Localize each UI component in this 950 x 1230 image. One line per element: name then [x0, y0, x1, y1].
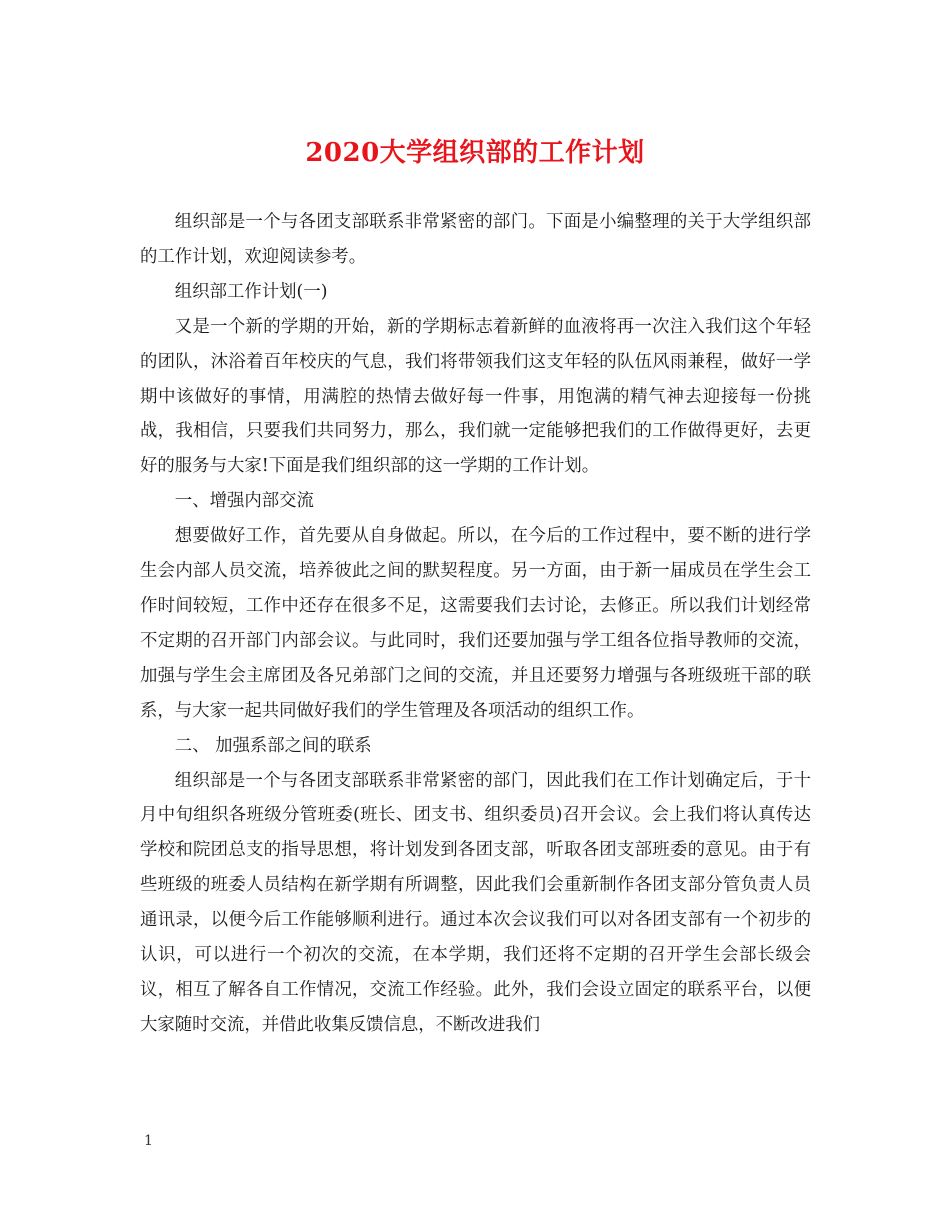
section-heading-department-contact: 二、 加强系部之间的联系 [174, 735, 372, 756]
document-title: 2020大学组织部的工作计划 [305, 138, 645, 168]
document-body [140, 205, 811, 1043]
paragraph-opening: 又是一个新的学期的开始，新的学期标志着新鲜的血液将再一次注入我们这个年轻的团队，沐浴着百年校庆的气息，我们将带领我们这支年轻的队伍风雨兼程，做好一学期中该做好的事情，用满腔的热情去做好每一件事，用饱满的精气神去迎接每一份挑战，我相信，只要我们共同努力，那么，我们就一定能够把我们的工作做得更好，去更好的服务与大家!下面是我们组织部的这一学期的工作计划。 [140, 316, 811, 477]
page-number: 1 [144, 1133, 153, 1149]
section-heading-internal-communication: 一、增强内部交流 [174, 491, 314, 512]
section-heading-plan-one: 组织部工作计划(一) [174, 281, 328, 302]
paragraph-department-contact: 组织部是一个与各团支部联系非常紧密的部门，因此我们在工作计划确定后，于十月中旬组织各班级分管班委(班长、团支书、组织委员)召开会议。会上我们将认真传达学校和院团总支的指导思想，将计划发到各团支部，听取各团支部班委的意见。由于有些班级的班委人员结构在新学期有所调整，因此我们会重新制作各团支部分管负责人员通讯录，以便今后工作能够顺利进行。通过本次会议我们可以对各团支部有一个初步的认识，可以进行一个初次的交流，在本学期，我们还将不定期的召开学生会部长级会议，相互了解各自工作情况，交流工作经验。此外，我们会设立固定的联系平台，以便大家随时交流，并借此收集反馈信息，不断改进我们 [140, 770, 811, 1035]
paragraph-intro: 组织部是一个与各团支部联系非常紧密的部门。下面是小编整理的关于大学组织部的工作计划，欢迎阅读参考。 [140, 212, 811, 267]
paragraph-internal-communication: 想要做好工作，首先要从自身做起。所以，在今后的工作过程中，要不断的进行学生会内部人员交流，培养彼此之间的默契程度。另一方面，由于新一届成员在学生会工作时间较短，工作中还存在很多不足，这需要我们去讨论，去修正。所以我们计划经常不定期的召开部门内部会议。与此同时，我们还要加强与学工组各位指导教师的交流，加强与学生会主席团及各兄弟部门之间的交流，并且还要努力增强与各班级班干部的联系，与大家一起共同做好我们的学生管理及各项活动的组织工作。 [140, 526, 811, 721]
